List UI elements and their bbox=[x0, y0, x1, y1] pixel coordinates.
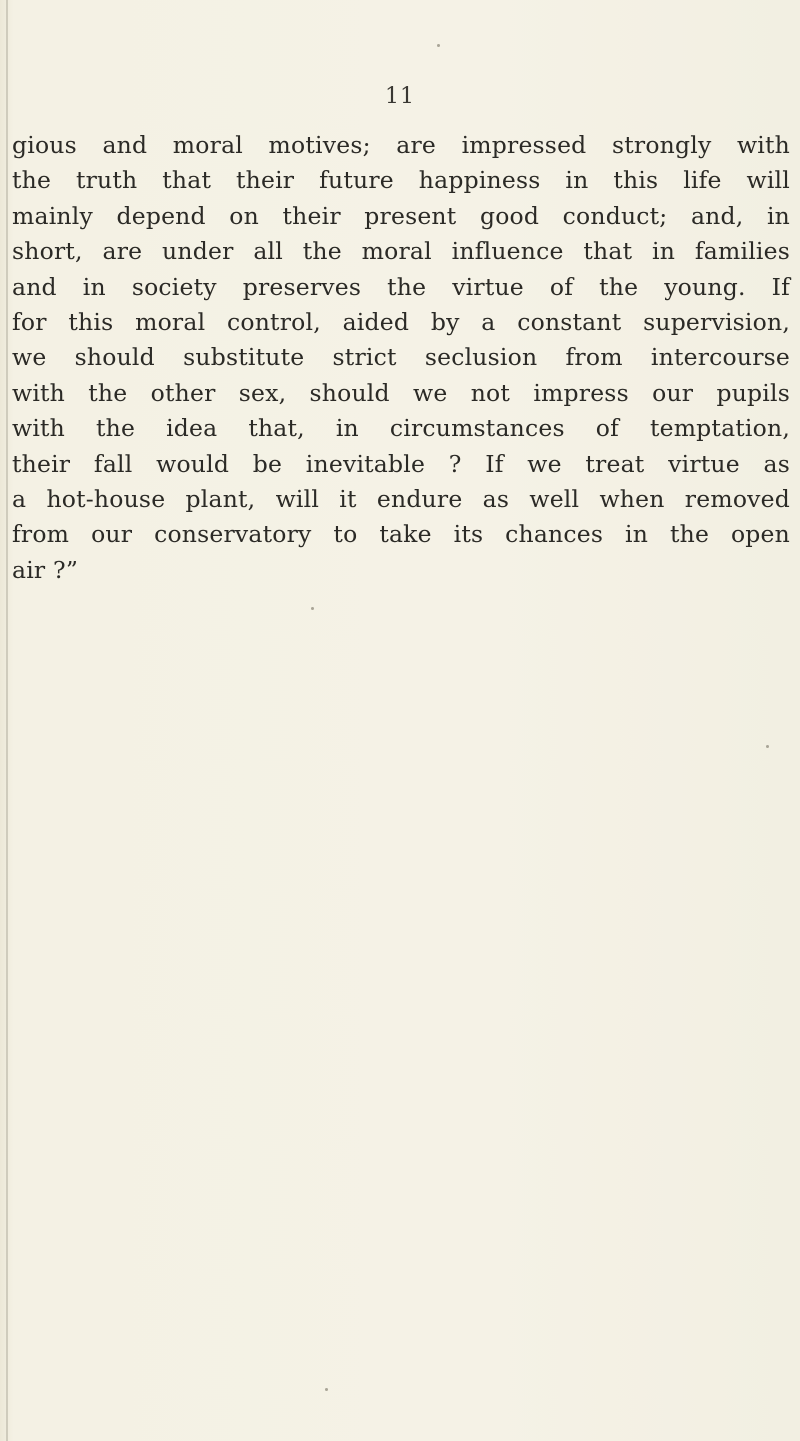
text-line: mainly depend on their present good conduct; and, in bbox=[12, 201, 790, 230]
text-line: we should substitute strict seclusion from intercourse bbox=[12, 343, 790, 372]
text-line: with the idea that, in circumstances of temptation, bbox=[12, 414, 790, 443]
text-line: for this moral control, aided by a constant supervision, bbox=[12, 307, 790, 336]
binding-edge bbox=[6, 0, 8, 1441]
text-line: short, are under all the moral influence that in families bbox=[12, 237, 790, 266]
body-text bbox=[12, 128, 790, 588]
text-line: and in society preserves the virtue of the young. If bbox=[12, 272, 790, 301]
text-line: the truth that their future happiness in this life will bbox=[12, 166, 790, 195]
paper-speck bbox=[766, 745, 769, 748]
text-line: their fall would be inevitable ? If we treat virtue as bbox=[12, 449, 790, 478]
text-line: from our conservatory to take its chances in the open bbox=[12, 520, 790, 549]
page-number: 11 bbox=[385, 84, 415, 109]
text-line: with the other sex, should we not impress our pupils bbox=[12, 378, 790, 407]
text-line: air ?” bbox=[12, 555, 79, 584]
text-line: gious and moral motives; are impressed strongly with bbox=[12, 131, 790, 159]
paper-speck bbox=[311, 607, 314, 610]
text-line: a hot-house plant, will it endure as well when removed bbox=[12, 484, 790, 513]
paper-speck bbox=[437, 44, 440, 47]
paper-speck bbox=[325, 1388, 328, 1391]
